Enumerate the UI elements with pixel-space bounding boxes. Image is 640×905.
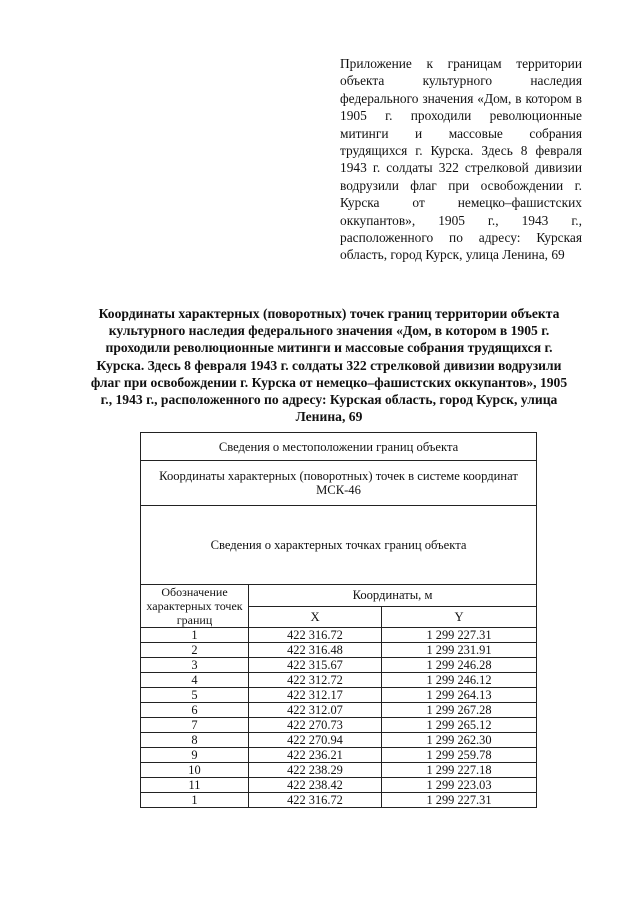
point-number-cell: 1 xyxy=(141,793,249,808)
x-coordinate-cell: 422 316.72 xyxy=(249,793,382,808)
y-coordinate-cell: 1 299 227.31 xyxy=(382,793,537,808)
point-column-header: Обозначение характерных точек границ xyxy=(141,585,249,628)
x-coordinate-cell: 422 316.48 xyxy=(249,643,382,658)
x-coordinate-cell: 422 312.07 xyxy=(249,703,382,718)
point-number-cell: 7 xyxy=(141,718,249,733)
y-coordinate-cell: 1 299 262.30 xyxy=(382,733,537,748)
x-column-header: X xyxy=(249,606,382,628)
x-coordinate-cell: 422 270.73 xyxy=(249,718,382,733)
point-number-cell: 2 xyxy=(141,643,249,658)
table-row xyxy=(141,748,537,763)
x-coordinate-cell: 422 270.94 xyxy=(249,733,382,748)
y-coordinate-cell: 1 299 227.31 xyxy=(382,628,537,643)
y-coordinate-cell: 1 299 264.13 xyxy=(382,688,537,703)
point-number-cell: 5 xyxy=(141,688,249,703)
appendix-note: Приложение к границам территории объекта культурного наследия федерального значения «Дом, в котором в 1905 г. проходили революционные митинги и массовые собрания трудящихся г. Курска. Здесь 8 февраля 1943 г. солдаты 322 стрелковой дивизии водрузили флаг при освобождении г. Курска от немецко–фашистских оккупантов», 1905 г., 1943 г., расположенного по адресу: Курская область, город Курск, улица Ленина, 69 xyxy=(340,56,582,263)
table-row xyxy=(141,658,537,673)
coordinate-system-header: Координаты характерных (поворотных) точек в системе координат МСК-46 xyxy=(141,461,537,506)
table-row xyxy=(141,628,537,643)
y-coordinate-cell: 1 299 259.78 xyxy=(382,748,537,763)
y-coordinate-cell: 1 299 246.28 xyxy=(382,658,537,673)
table-row xyxy=(141,733,537,748)
point-number-cell: 10 xyxy=(141,763,249,778)
x-coordinate-cell: 422 312.17 xyxy=(249,688,382,703)
table-row xyxy=(141,643,537,658)
point-number-cell: 9 xyxy=(141,748,249,763)
points-header: Сведения о характерных точках границ объекта xyxy=(141,506,537,585)
y-coordinate-cell: 1 299 231.91 xyxy=(382,643,537,658)
point-number-cell: 3 xyxy=(141,658,249,673)
table-row xyxy=(141,718,537,733)
x-coordinate-cell: 422 312.72 xyxy=(249,673,382,688)
y-coordinate-cell: 1 299 227.18 xyxy=(382,763,537,778)
y-coordinate-cell: 1 299 223.03 xyxy=(382,778,537,793)
table-body xyxy=(141,628,537,808)
table-row xyxy=(141,673,537,688)
y-coordinate-cell: 1 299 246.12 xyxy=(382,673,537,688)
location-header: Сведения о местоположении границ объекта xyxy=(141,433,537,461)
table-row xyxy=(141,793,537,808)
y-column-header: Y xyxy=(382,606,537,628)
x-coordinate-cell: 422 315.67 xyxy=(249,658,382,673)
point-number-cell: 4 xyxy=(141,673,249,688)
document-title: Координаты характерных (поворотных) точек границ территории объекта культурного наследия федерального значения «Дом, в котором в 1905 г. проходили революционные митинги и массовые собрания трудящихся г. Курска. Здесь 8 февраля 1943 г. солдаты 322 стрелковой дивизии водрузили флаг при освобождении г. Курска от немецко–фашистских оккупантов», 1905 г., 1943 г., расположенного по адресу: Курская область, город Курск, улица Ленина, 69 xyxy=(90,306,568,425)
coordinates-table xyxy=(140,432,537,808)
point-number-cell: 1 xyxy=(141,628,249,643)
y-coordinate-cell: 1 299 267.28 xyxy=(382,703,537,718)
point-number-cell: 11 xyxy=(141,778,249,793)
table-row xyxy=(141,763,537,778)
x-coordinate-cell: 422 238.29 xyxy=(249,763,382,778)
table-row xyxy=(141,688,537,703)
x-coordinate-cell: 422 238.42 xyxy=(249,778,382,793)
point-number-cell: 8 xyxy=(141,733,249,748)
x-coordinate-cell: 422 236.21 xyxy=(249,748,382,763)
table-row xyxy=(141,778,537,793)
coordinates-column-header: Координаты, м xyxy=(249,585,537,607)
x-coordinate-cell: 422 316.72 xyxy=(249,628,382,643)
point-number-cell: 6 xyxy=(141,703,249,718)
table-row xyxy=(141,703,537,718)
y-coordinate-cell: 1 299 265.12 xyxy=(382,718,537,733)
